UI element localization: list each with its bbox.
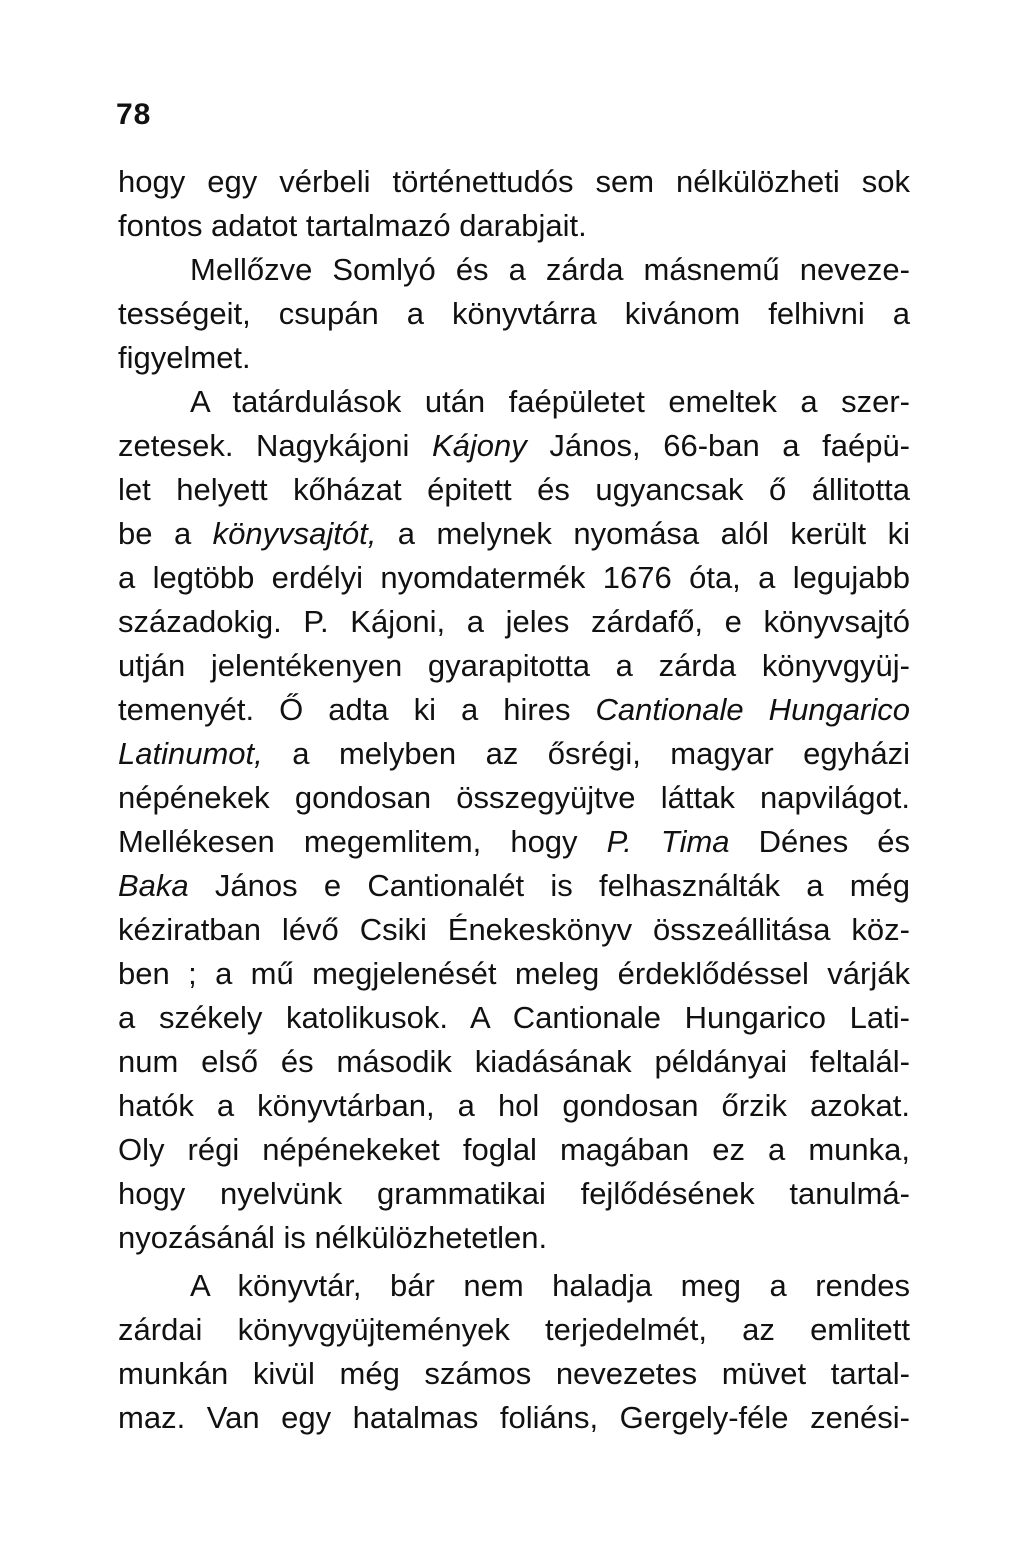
text-line — [118, 690, 910, 730]
text-line — [118, 426, 910, 466]
text-line: ben ; a mű megjelenését meleg érdeklődéssel várják — [118, 956, 910, 991]
line-italic-text: Cantionale Hungarico — [595, 692, 910, 727]
text-line: hatók a könyvtárban, a hol gondosan őrzik azokat. — [118, 1088, 910, 1123]
text-line: A könyvtár, bár nem haladja meg a rendes — [190, 1268, 910, 1303]
line-text: zetesek. Nagykájoni — [118, 428, 432, 463]
text-line: kéziratban lévő Csiki Énekeskönyv összeállitása köz- — [118, 912, 910, 947]
text-line — [118, 866, 910, 906]
line-text: temenyét. Ő adta ki a hires — [118, 692, 596, 727]
text-line — [118, 822, 910, 862]
page-number: 78 — [116, 98, 152, 131]
line-text: be a — [118, 516, 213, 551]
text-line: fontos adatot tartalmazó darabjait. — [118, 208, 587, 243]
line-text: a melynek nyomása alól került ki — [376, 516, 910, 551]
text-line — [118, 514, 910, 554]
text-line: A tatárdulások után faépületet emeltek a szer- — [190, 384, 910, 419]
text-line: a székely katolikusok. A Cantionale Hungarico Lati- — [118, 1000, 910, 1035]
line-italic-text: P. Tima — [606, 824, 730, 859]
text-line: hogy egy vérbeli történettudós sem nélkülözheti sok — [118, 164, 910, 199]
text-line: let helyett kőházat épitett és ugyancsak ő állitotta — [118, 472, 910, 507]
text-line: maz. Van egy hatalmas foliáns, Gergely-féle zenési- — [118, 1400, 910, 1435]
text-line: Oly régi népénekeket foglal magában ez a munka, — [118, 1132, 910, 1167]
text-line: nyozásánál is nélkülözhetetlen. — [118, 1220, 548, 1255]
line-italic-text: könyvsajtót, — [212, 516, 377, 551]
text-line: munkán kivül még számos nevezetes müvet tartal- — [118, 1356, 910, 1391]
line-italic-text: Kájony — [431, 428, 527, 463]
line-italic-text: Latinumot, — [118, 736, 263, 771]
text-line — [118, 734, 910, 774]
text-line: századokig. P. Kájoni, a jeles zárdafő, e könyvsajtó — [118, 604, 910, 639]
text-line: hogy nyelvünk grammatikai fejlődésének tanulmá- — [118, 1176, 910, 1211]
line-italic-text: Baka — [118, 868, 189, 903]
text-line: népénekek gondosan összegyüjtve láttak napvilágot. — [118, 780, 910, 815]
text-line: utján jelentékenyen gyarapitotta a zárda könyvgyüj- — [118, 648, 910, 683]
line-text: a melyben az ősrégi, magyar egyházi — [262, 736, 910, 771]
text-line: a legtöbb erdélyi nyomdatermék 1676 óta, a legujabb — [118, 560, 910, 595]
text-line: Mellőzve Somlyó és a zárda másnemű neveze- — [190, 252, 910, 287]
text-line: num első és második kiadásának példányai feltalál- — [118, 1044, 910, 1079]
text-line: zárdai könyvgyüjtemények terjedelmét, az emlitett — [118, 1312, 910, 1347]
text-line: figyelmet. — [118, 340, 251, 375]
text-line: tességeit, csupán a könyvtárra kivánom felhivni a — [118, 296, 910, 331]
line-text: Dénes és — [729, 824, 911, 859]
line-text: Mellékesen megemlitem, hogy — [118, 824, 607, 859]
line-text: János e Cantionalét is felhasználták a még — [188, 868, 910, 903]
line-text: János, 66-ban a faépü- — [526, 428, 911, 463]
